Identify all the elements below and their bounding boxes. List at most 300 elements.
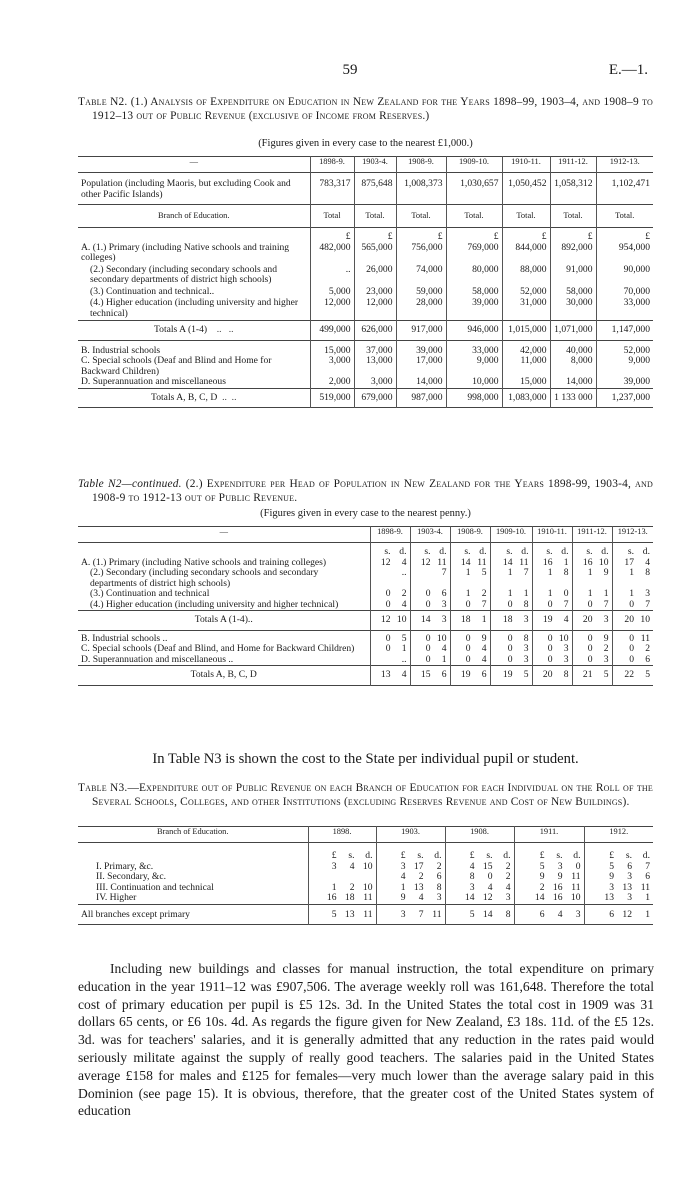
shillings: 0 [425, 643, 431, 654]
pence-unit: d. [642, 546, 650, 557]
table-row [78, 644, 653, 655]
body-paragraph-text: Including new buildings and classes for manual instruction, the total expenditure on primary education in the year 1911–12 was £907,506. The average weekly roll was 161,648. Therefore the total cost of primary education per pupil is £5 12s. 3d. In the United States the total cost in 1909 was 31 dollars 65 cents, or £6 10s. 4d. As regards the figure given for New Zealand, £3 18s. 11d. of the £5 12s. 3d. was for teachers' salaries, and it is generally admitted that any reduction in the rates paid would seriously militate against the supply of really good teachers. The salaries paid in the United States average £158 for males and £125 for females—very much lower than the average salary paid in this Dominion (see page 15). It is obvious, therefore, that the greater cost of the United States system of education [78, 961, 654, 1119]
cell-value [612, 655, 653, 666]
cell-value [308, 893, 376, 904]
pence: 3 [603, 653, 609, 665]
pence: 8 [505, 908, 511, 920]
shillings: 6 [627, 860, 632, 872]
cell-value: 88,000 [502, 265, 550, 287]
shillings: 15 [420, 669, 431, 680]
currency-symbol: £ [502, 228, 550, 243]
pounds: 13 [604, 892, 614, 903]
pence-unit: d. [434, 850, 442, 861]
shillings: 0 [587, 653, 593, 665]
cell-value: 26,000 [354, 265, 396, 287]
shillings: 19 [460, 669, 471, 680]
totals-a-label: Totals A (1-4) .. .. [153, 324, 234, 335]
shillings: 4 [349, 860, 355, 872]
shillings: 0 [385, 588, 391, 599]
table-n2b-dash: — [219, 527, 228, 536]
pence: 8 [523, 598, 529, 610]
table-row [78, 630, 653, 644]
totals-a-value: 1,015,000 [502, 321, 550, 341]
table-n3-caption-text: —Expenditure out of Public Revenue on each Branch of Education for each Individual on the Roll of the Several Schools, Colleges, and other Institutions (excluding Reserves Revenue and Cost of New Buildings). [92, 782, 653, 808]
pence: 11 [432, 908, 442, 920]
cell-value: 23,000 [354, 287, 396, 299]
currency-symbol: £ [596, 228, 653, 243]
cell-value [514, 904, 584, 925]
table-row [78, 340, 653, 356]
pence: 2 [505, 871, 511, 882]
year-header: 1912-13. [596, 157, 653, 173]
pence: 11 [571, 881, 581, 893]
cell-value: 2,000 [310, 377, 354, 388]
shillings: 4 [487, 881, 493, 893]
pence: 7 [563, 598, 569, 610]
cell-value: 39,000 [396, 340, 446, 356]
pounds: 4 [469, 860, 475, 872]
cell-value [612, 589, 653, 600]
shillings: 16 [542, 556, 553, 568]
unit-row [78, 843, 653, 862]
shillings: 20 [582, 614, 593, 625]
cell-value: 90,000 [596, 265, 653, 287]
table-n3 [78, 826, 653, 925]
pence: 3 [523, 614, 529, 625]
body-paragraph [78, 960, 654, 1120]
shillings-unit: s. [384, 546, 391, 557]
pence: 6 [645, 871, 650, 882]
cell-value: 31,000 [502, 298, 550, 321]
cell-value: 3,000 [354, 377, 396, 388]
shillings-unit: s. [348, 850, 355, 861]
row-label: D. Superannuation and miscellaneous .. [81, 653, 234, 665]
cell-value [490, 589, 532, 600]
cell-value [410, 611, 450, 631]
year-header: 1910-11. [532, 527, 572, 543]
year-header: 1908. [445, 827, 514, 843]
cell-value: 5,000 [310, 287, 354, 299]
shillings: 14 [420, 614, 431, 625]
cell-value: 59,000 [396, 287, 446, 299]
shillings: 0 [587, 632, 593, 644]
table-row [78, 356, 653, 377]
shillings: 0 [385, 632, 391, 644]
cell-value [376, 872, 445, 883]
row-label: Totals A (1-4).. [194, 614, 253, 625]
totals-abcd-value: 998,000 [446, 388, 502, 408]
pence-unit: d. [439, 546, 447, 557]
totals-a-value: 1,147,000 [596, 321, 653, 341]
year-header: 1908-9. [396, 157, 446, 173]
pence: 6 [436, 871, 442, 882]
cell-value [532, 630, 572, 644]
pence: 10 [558, 632, 569, 644]
pounds: 3 [609, 881, 614, 893]
cell-value: 14,000 [550, 377, 596, 388]
unit-header [308, 843, 376, 862]
totals-a-value: 499,000 [310, 321, 354, 341]
totals-a-value: 917,000 [396, 321, 446, 341]
pence: 6 [481, 669, 487, 680]
cell-value [490, 666, 532, 686]
pence: 2 [481, 588, 487, 599]
row-label: D. Superannuation and miscellaneous [81, 376, 226, 387]
unit-header [445, 843, 514, 862]
currency-symbol: £ [354, 228, 396, 243]
shillings: 2 [349, 881, 355, 893]
table-n3-caption [78, 782, 653, 809]
pence: 3 [563, 653, 569, 665]
shillings: 17 [413, 860, 424, 872]
shillings: 0 [507, 643, 513, 654]
cell-value: 565,000 [354, 243, 396, 265]
table-n2-caption [78, 96, 653, 123]
row-label: I. Primary, &c. [96, 860, 154, 872]
cell-value: 30,000 [550, 298, 596, 321]
pence: 11 [363, 892, 373, 903]
table-row [78, 893, 653, 904]
cell-value [308, 904, 376, 925]
cell-value [584, 893, 653, 904]
cell-value: 769,000 [446, 243, 502, 265]
shillings: 12 [380, 614, 391, 625]
shillings: 0 [587, 598, 593, 610]
pounds: 5 [469, 908, 475, 920]
cell-value [514, 893, 584, 904]
totals-abcd-value: 679,000 [354, 388, 396, 408]
shillings: 1 [547, 588, 553, 599]
cell-value: 10,000 [446, 377, 502, 388]
cell-value: 52,000 [596, 340, 653, 356]
row-label: A. (1.) Primary (including Native schools and training colleges) [81, 556, 327, 568]
cell-value [584, 904, 653, 925]
cell-value: 8,000 [550, 356, 596, 377]
cell-value [532, 589, 572, 600]
pounds: 9 [609, 871, 614, 882]
pence: 2 [401, 588, 407, 599]
cell-value [612, 666, 653, 686]
pence: 4 [401, 598, 407, 610]
cell-value [572, 600, 612, 611]
cell-value [450, 600, 490, 611]
shillings: 18 [344, 892, 355, 903]
cell-value: 28,000 [396, 298, 446, 321]
pence: 11 [437, 556, 447, 568]
currency-symbol: £ [310, 228, 354, 243]
shillings-unit: s. [464, 546, 471, 557]
cell-value [370, 568, 410, 589]
cell-value [532, 666, 572, 686]
total-header: Total. [502, 205, 550, 228]
row-label: (3.) Continuation and technical.. [90, 285, 215, 297]
pence-unit: d. [399, 546, 407, 557]
unit-header [584, 843, 653, 862]
population-value: 1,050,452 [502, 173, 550, 205]
pounds: 16 [326, 892, 337, 903]
cell-value [490, 611, 532, 631]
pence-unit: d. [365, 850, 373, 861]
shillings: 18 [460, 614, 471, 625]
pounds: 5 [609, 860, 614, 872]
cell-value: 91,000 [550, 265, 596, 287]
row-label: (2.) Secondary (including secondary schools and secondary departments of district high schools) [90, 567, 319, 589]
totals-abcd-value: 987,000 [396, 388, 446, 408]
row-label: III. Continuation and technical [96, 881, 214, 893]
pence: 3 [603, 614, 609, 625]
shillings: 16 [552, 881, 563, 893]
pence: 1 [563, 556, 569, 568]
shillings: 0 [487, 871, 493, 882]
cell-value [572, 644, 612, 655]
table-n2b-figures-note: (Figures given in every case to the nearest penny.) [260, 508, 471, 519]
pence: 8 [563, 669, 569, 680]
shillings: 0 [385, 643, 391, 654]
shillings-unit: s. [627, 546, 634, 557]
cell-value: 14,000 [396, 377, 446, 388]
cell-value [584, 862, 653, 873]
shillings: 13 [344, 908, 355, 920]
cell-value: 39,000 [446, 298, 502, 321]
unit-header [572, 543, 612, 558]
population-value: 1,030,657 [446, 173, 502, 205]
pence: 2 [645, 643, 650, 654]
pounds: 3 [469, 881, 475, 893]
shillings: 0 [547, 632, 553, 644]
pence: 5 [481, 567, 487, 578]
cell-value [370, 630, 410, 644]
cell-value: 482,000 [310, 243, 354, 265]
cell-value: 37,000 [354, 340, 396, 356]
pounds: 2 [539, 881, 545, 893]
shillings: 16 [582, 556, 593, 568]
cell-value [572, 611, 612, 631]
shillings: 3 [627, 871, 632, 882]
shillings: 13 [380, 669, 391, 680]
table-n2b [78, 526, 653, 686]
pence: 11 [640, 632, 650, 644]
cell-value: 12,000 [310, 298, 354, 321]
shillings: 12 [420, 556, 431, 568]
row-label: B. Industrial schools [81, 344, 161, 356]
shillings: 13 [622, 881, 632, 893]
pence: .. [401, 567, 407, 578]
cell-value [445, 862, 514, 873]
cell-value [532, 611, 572, 631]
pence: 8 [645, 567, 650, 578]
pence: 3 [436, 892, 442, 903]
shillings-unit: s. [424, 546, 431, 557]
cell-value [612, 644, 653, 655]
shillings: 18 [502, 614, 513, 625]
pence-unit: d. [503, 850, 511, 861]
cell-value [450, 630, 490, 644]
shillings: 1 [547, 567, 553, 578]
unit-header [376, 843, 445, 862]
totals-a-row [78, 321, 653, 341]
pence: 10 [598, 556, 609, 568]
shillings: 1 [507, 567, 513, 578]
year-header: 1903. [376, 827, 445, 843]
shillings: 14 [460, 556, 471, 568]
row-label: (2.) Secondary (including secondary schools and secondary departments of district high schools) [90, 263, 278, 285]
shillings: 9 [557, 871, 563, 882]
cell-value [410, 644, 450, 655]
pence: 3 [505, 892, 511, 903]
table-n2 [78, 156, 653, 408]
table-n2-year-row [78, 157, 653, 173]
series-reference: E.—1. [608, 62, 648, 78]
total-header: Total [310, 205, 354, 228]
pence: 5 [603, 669, 609, 680]
cell-value: 12,000 [354, 298, 396, 321]
pence: 7 [481, 598, 487, 610]
pence: 3 [575, 908, 581, 920]
unit-row [78, 543, 653, 558]
unit-header [450, 543, 490, 558]
pence: 9 [603, 632, 609, 644]
cell-value: .. [310, 265, 354, 287]
shillings: 4 [557, 908, 563, 920]
pence: 11 [363, 908, 373, 920]
pence: 4 [645, 556, 650, 568]
cell-value [376, 862, 445, 873]
pence: 0 [563, 588, 569, 599]
pence: .. [401, 653, 407, 665]
year-header: 1912. [584, 827, 653, 843]
row-label: (3.) Continuation and technical [90, 588, 210, 599]
table-n2b-year-row [78, 527, 653, 543]
pounds: 6 [539, 908, 545, 920]
cell-value [410, 600, 450, 611]
cell-value [370, 589, 410, 600]
shillings: 0 [425, 653, 431, 665]
shillings: 0 [465, 632, 471, 644]
pence-unit: d. [601, 546, 609, 557]
pence: 0 [575, 860, 581, 872]
pence: 6 [441, 669, 447, 680]
pence: 1 [441, 653, 447, 665]
shillings: 0 [547, 653, 553, 665]
pence: 7 [645, 598, 650, 610]
pence: 7 [441, 567, 447, 578]
cell-value [490, 644, 532, 655]
shillings: 19 [542, 614, 553, 625]
row-label: C. Special schools (Deaf and Blind, and Home for Backward Children) [81, 643, 355, 654]
pence-unit: d. [479, 546, 487, 557]
pounds: 9 [539, 871, 545, 882]
shillings: 0 [507, 598, 513, 610]
row-label: IV. Higher [96, 892, 137, 903]
branch-header-row [78, 205, 653, 228]
cell-value [532, 644, 572, 655]
cell-value [612, 611, 653, 631]
shillings: 0 [507, 653, 513, 665]
shillings: 16 [552, 892, 563, 903]
shillings-unit: s. [486, 850, 493, 861]
pounds-unit: £ [400, 850, 406, 861]
table-row [78, 243, 653, 265]
population-value: 1,008,373 [396, 173, 446, 205]
shillings: 14 [502, 556, 513, 568]
shillings: 0 [465, 598, 471, 610]
pence-unit: d. [573, 850, 581, 861]
totals-a-value: 946,000 [446, 321, 502, 341]
cell-value [445, 872, 514, 883]
cell-value [376, 883, 445, 894]
table-n2-caption-text: (1.) Analysis of Expenditure on Education in New Zealand for the Years 1898–99, 1903–4, and 1908–9 to 1912–13 out of Public Revenue (exclusive of Income from Reserves.) [92, 96, 653, 122]
pence: 1 [645, 892, 650, 903]
population-label: Population (including Maoris, but excluding Cook and other Pacific Islands) [81, 178, 291, 200]
pence: 10 [436, 632, 447, 644]
pence: 11 [477, 556, 487, 568]
shillings-unit: s. [546, 546, 553, 557]
table-row [78, 589, 653, 600]
cell-value: 756,000 [396, 243, 446, 265]
spacer [78, 843, 308, 862]
pounds-unit: £ [539, 850, 545, 861]
currency-symbol: £ [446, 228, 502, 243]
cell-value [450, 589, 490, 600]
table-n2-caption-prefix: Table N2. [78, 96, 128, 108]
pence: 3 [441, 614, 447, 625]
cell-value [410, 655, 450, 666]
year-header: 1903-4. [354, 157, 396, 173]
table-n2-figures-note: (Figures given in every case to the nearest £1,000.) [258, 138, 473, 149]
pence: 9 [603, 567, 609, 578]
shillings: 2 [418, 871, 424, 882]
row-label: C. Special schools (Deaf and Blind and Home for Backward Children) [81, 355, 272, 377]
pounds: 1 [331, 881, 337, 893]
pence: 7 [523, 567, 529, 578]
pence: 4 [401, 556, 407, 568]
unit-header [490, 543, 532, 558]
shillings: 22 [624, 669, 634, 680]
page-number: 59 [342, 62, 358, 78]
cell-value [370, 666, 410, 686]
cell-value: 3,000 [310, 356, 354, 377]
cell-value: 844,000 [502, 243, 550, 265]
cell-value [370, 644, 410, 655]
totals-abcd-row [78, 666, 653, 686]
shillings: 4 [418, 892, 424, 903]
pence: 2 [603, 643, 609, 654]
shillings-unit: s. [506, 546, 513, 557]
year-header: 1910-11. [502, 157, 550, 173]
row-label: (4.) Higher education (including university and higher technical) [90, 598, 339, 610]
shillings: 0 [587, 643, 593, 654]
table-n2b-caption-text: (2.) Expenditure per Head of Population in New Zealand for the Years 1898-99, 1903-4, and 1908-9 to 1912-13 out of Public Revenue. [92, 478, 653, 504]
population-value: 875,648 [354, 173, 396, 205]
pence: 5 [523, 669, 529, 680]
pounds: 8 [469, 871, 475, 882]
pence: 7 [603, 598, 609, 610]
cell-value [450, 568, 490, 589]
cell-value [410, 666, 450, 686]
pence: 6 [645, 653, 650, 665]
unit-header [370, 543, 410, 558]
pounds: 14 [464, 892, 475, 903]
cell-value [572, 630, 612, 644]
shillings: 1 [587, 567, 593, 578]
table-n2b-caption [78, 478, 653, 505]
pence: 3 [645, 588, 650, 599]
total-header: Total. [396, 205, 446, 228]
pounds: 5 [331, 908, 337, 920]
cell-value [308, 872, 376, 883]
shillings: 19 [502, 669, 513, 680]
cell-value [532, 655, 572, 666]
